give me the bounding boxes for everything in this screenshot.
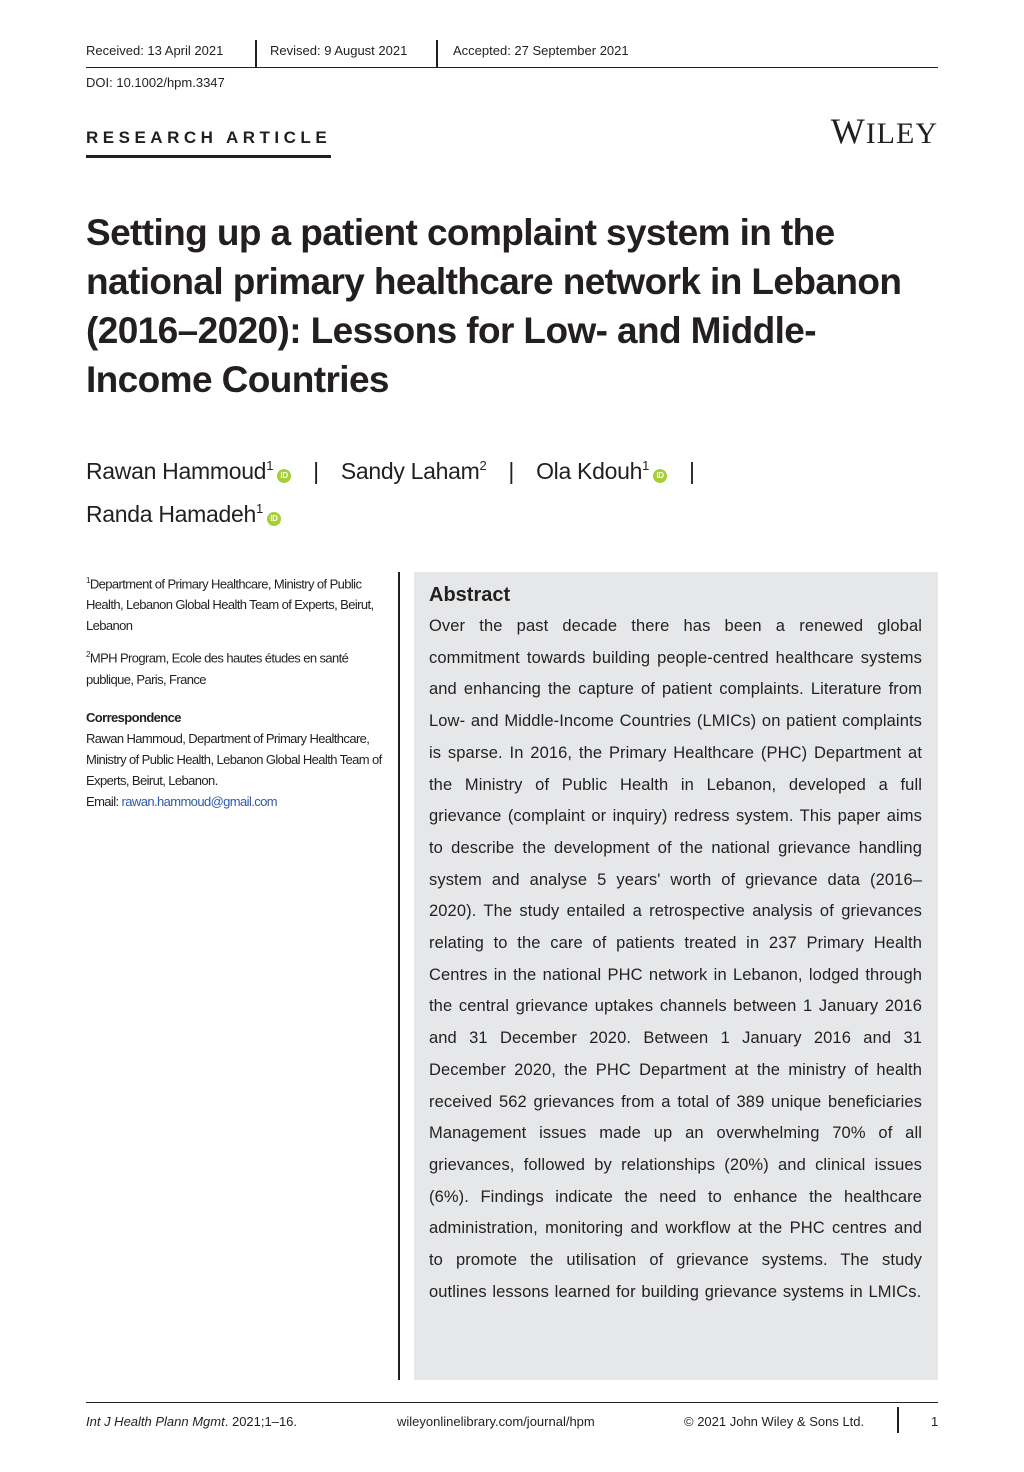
article-title: Setting up a patient complaint system in the national primary healthcare network in Lebanon (2016–2020): Lessons for Low- and Middle-Income Countries	[86, 212, 902, 400]
orcid-icon[interactable]: iD	[653, 469, 667, 483]
received-date: Received: 13 April 2021	[86, 43, 224, 58]
abstract-body: Over the past decade there has been a renewed global commitment towards building people-centred healthcare systems and enhancing the capture of patient complaints. Literature from Low- and Middle-Income Countries (LMICs) on patient complaints is sparse. In 2016, the Primary Healthcare (PHC) Department at the Ministry of Public Health in Lebanon, developed a full grievance (complaint or inquiry) redress system. This paper aims to describe the development of the national grievance handling system and analyse 5 years' worth of grievance data (2016–2020). The study entailed a retrospective analysis of grievances relating to the care of patients treated in 237 Primary Health Centres in the national PHC network in Lebanon, lodged through the central grievance uptakes channels between 1 January 2016 and 31 December 2020. Between 1 January 2016 and 31 December 2020, the PHC Department at the ministry of health received 562 grievances from a total of 389 unique beneficiaries Management issues made up an overwhelming 70% of all grievances, followed by relationships (20%) and clinical issues (6%). Findings indicate the need to enhance the healthcare administration, monitoring and workflow at the PHC centres and to promote the utilisation of grievance systems. The study outlines lessons learned for building grievance systems in LMICs.	[429, 617, 922, 1301]
email-link[interactable]: rawan.hammoud@gmail.com	[121, 793, 278, 809]
affiliation: $^1$Department of Primary Healthcare, Ministry of Public Health, Lebanon Global Health Team of Experts, Beirut, Lebanon	[86, 576, 374, 634]
correspondence-heading: Correspondence	[86, 709, 181, 725]
journal-citation: Int J Health Plann Mgmt. 2021;1–16.	[86, 1414, 298, 1429]
publisher-logo: WILEY	[830, 111, 938, 151]
revised-date: Revised: 9 August 2021	[270, 43, 408, 58]
divider	[897, 1407, 899, 1433]
abstract-box	[414, 572, 938, 1380]
correspondence-email: Email: rawan.hammoud@gmail.com	[86, 793, 278, 809]
page-number: 1	[931, 1414, 939, 1429]
article-dates	[86, 40, 938, 68]
journal-url[interactable]: wileyonlinelibrary.com/journal/hpm	[397, 1414, 595, 1429]
orcid-icon[interactable]: iD	[267, 512, 281, 526]
article-type: RESEARCH ARTICLE	[86, 128, 331, 158]
author[interactable]: Randa Hamadeh$^1$iD	[86, 501, 281, 527]
affiliations-column	[86, 570, 386, 812]
author-separator: |	[313, 458, 319, 484]
orcid-icon[interactable]: iD	[277, 469, 291, 483]
accepted-date: Accepted: 27 September 2021	[453, 43, 629, 58]
author-separator: |	[689, 458, 695, 484]
author[interactable]: Ola Kdouh$^1$iD	[536, 458, 667, 484]
author[interactable]: Rawan Hammoud$^1$iD	[86, 458, 291, 484]
column-divider	[398, 572, 400, 1380]
correspondence-text: Rawan Hammoud, Department of Primary Healthcare, Ministry of Public Health, Lebanon Global Health Team of Experts, Beirut, Lebanon.	[86, 730, 382, 788]
abstract-heading: Abstract	[429, 584, 511, 606]
page-footer	[86, 1402, 938, 1433]
affiliation: $^2$MPH Program, Ecole des hautes études en santé publique, Paris, France	[86, 650, 349, 687]
author-separator: |	[508, 458, 515, 484]
divider	[436, 40, 438, 67]
divider	[255, 40, 257, 67]
doi[interactable]: DOI: 10.1002/hpm.3347	[86, 75, 225, 90]
author-list	[86, 447, 926, 533]
author[interactable]: Sandy Laham$^2$	[340, 458, 487, 484]
copyright: © 2021 John Wiley & Sons Ltd.	[684, 1414, 865, 1429]
